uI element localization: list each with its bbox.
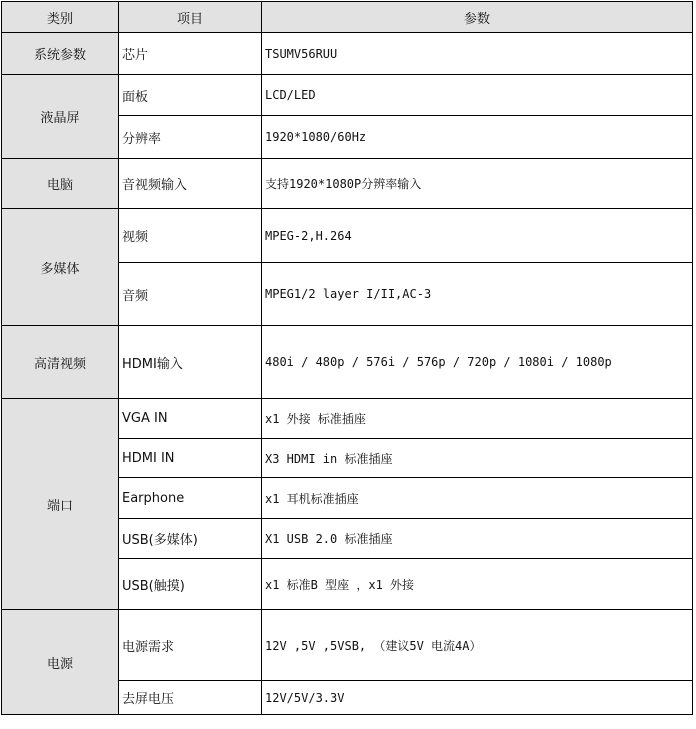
category-cell: 液晶屏 [2, 75, 119, 159]
param-cell: X1 USB 2.0 标准插座 [262, 519, 693, 559]
table-row [2, 399, 693, 439]
item-cell: 电源需求 [119, 610, 262, 681]
table-row [2, 33, 693, 75]
item-cell: 视频 [119, 209, 262, 263]
item-cell: USB(多媒体) [119, 519, 262, 559]
header-param: 参数 [262, 2, 693, 33]
param-cell: x1 耳机标准插座 [262, 478, 693, 519]
param-cell: X3 HDMI in 标准插座 [262, 439, 693, 478]
param-cell: 12V/5V/3.3V [262, 681, 693, 715]
item-cell: HDMI IN [119, 439, 262, 478]
category-cell: 电源 [2, 610, 119, 715]
param-cell: MPEG1/2 layer I/II,AC-3 [262, 263, 693, 326]
item-cell: 面板 [119, 75, 262, 116]
table-row [2, 209, 693, 263]
item-cell: 音频 [119, 263, 262, 326]
item-cell: 去屏电压 [119, 681, 262, 715]
param-cell: x1 标准B 型座 ，x1 外接 [262, 559, 693, 610]
param-cell: 480i / 480p / 576i / 576p / 720p / 1080i / 1080p [262, 326, 693, 399]
item-cell: 分辨率 [119, 116, 262, 159]
category-cell: 多媒体 [2, 209, 119, 326]
spec-table-container [1, 1, 693, 715]
header-item: 项目 [119, 2, 262, 33]
table-row [2, 75, 693, 116]
param-cell: x1 外接 标准插座 [262, 399, 693, 439]
item-cell: 音视频输入 [119, 159, 262, 209]
param-cell: 支持1920*1080P分辨率输入 [262, 159, 693, 209]
header-category: 类别 [2, 2, 119, 33]
param-cell: TSUMV56RUU [262, 33, 693, 75]
category-cell: 电脑 [2, 159, 119, 209]
item-cell: VGA IN [119, 399, 262, 439]
category-cell: 高清视频 [2, 326, 119, 399]
category-cell: 系统参数 [2, 33, 119, 75]
item-cell: USB(触摸) [119, 559, 262, 610]
param-cell: 1920*1080/60Hz [262, 116, 693, 159]
item-cell: 芯片 [119, 33, 262, 75]
param-cell: MPEG-2,H.264 [262, 209, 693, 263]
param-cell: LCD/LED [262, 75, 693, 116]
item-cell: Earphone [119, 478, 262, 519]
table-row [2, 610, 693, 681]
spec-table [1, 1, 693, 715]
item-cell: HDMI输入 [119, 326, 262, 399]
category-cell: 端口 [2, 399, 119, 610]
table-row [2, 159, 693, 209]
header-row [2, 2, 693, 33]
table-row [2, 326, 693, 399]
param-cell: 12V ,5V ,5VSB, （建议5V 电流4A） [262, 610, 693, 681]
